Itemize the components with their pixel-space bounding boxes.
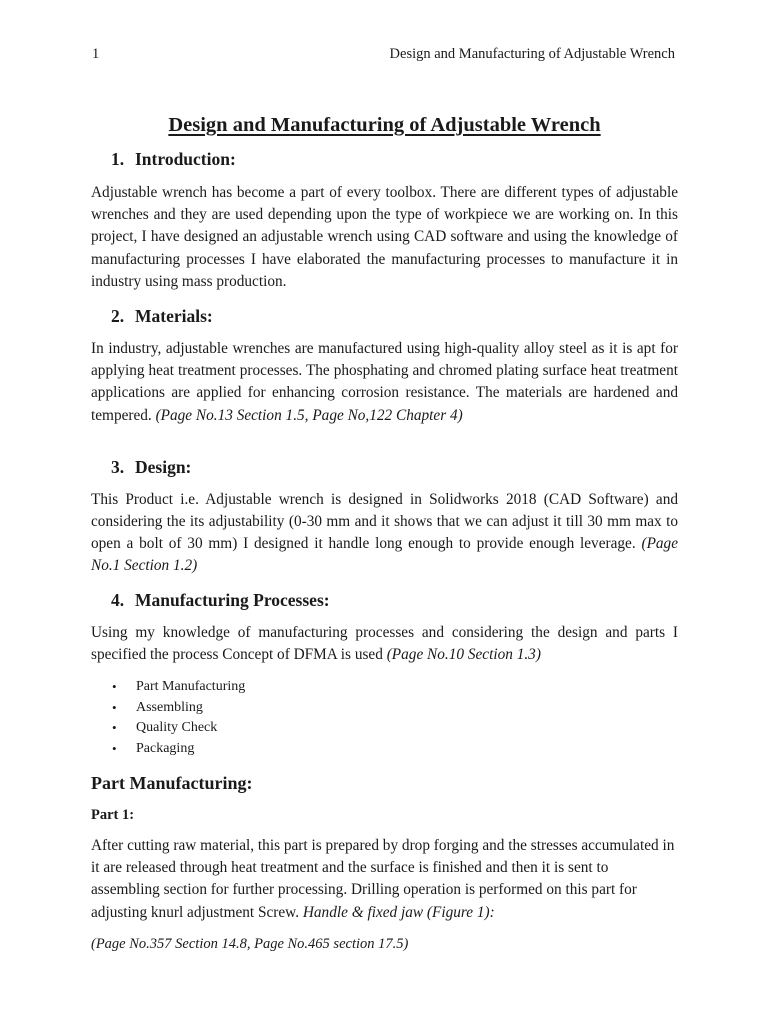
design-text: This Product i.e. Adjustable wrench is designed in Solidworks 2018 (CAD Software) and considering the its adjustability (0-30 mm and it shows that we can adjust it till 30 mm max to open a bolt of 30 mm) I designed it handle long enough to provide enough leverage.: [91, 490, 678, 553]
document-title: Design and Manufacturing of Adjustable Wrench: [168, 114, 601, 136]
part-1-page-reference: (Page No.357 Section 14.8, Page No.465 section 17.5): [91, 935, 409, 952]
manufacturing-citation: (Page No.10 Section 1.3): [386, 645, 541, 663]
section-title: Manufacturing Processes:: [135, 589, 330, 610]
list-item: • Assembling: [91, 698, 678, 719]
design-paragraph: [91, 489, 678, 578]
manufacturing-text: Using my knowledge of manufacturing processes and considering the design and parts I specified the process Concept of DFMA is used: [91, 623, 678, 663]
part-1-text: After cutting raw material, this part is prepared by drop forging and the stresses accumulated in it are released through heat treatment and the surface is finished and then it is sent to assembling section for further processing. Drilling operation is performed on this part for adjusting knurl adjustment Screw.: [91, 837, 675, 921]
process-list: [91, 677, 678, 759]
materials-paragraph: [91, 338, 678, 427]
part-1-label: Part 1:: [91, 807, 135, 824]
section-heading-materials: [91, 305, 678, 327]
section-number: 2.: [111, 306, 125, 327]
list-item: • Part Manufacturing: [91, 677, 678, 698]
section-number: 1.: [111, 149, 125, 169]
section-number: 4.: [111, 589, 125, 610]
manufacturing-paragraph: [91, 622, 678, 666]
part-manufacturing-heading: Part Manufacturing:: [91, 773, 253, 794]
section-title: Introduction:: [135, 149, 236, 169]
page-number: 1: [92, 46, 100, 62]
list-item: • Quality Check: [91, 718, 678, 739]
list-item: • Packaging: [91, 739, 678, 760]
document-body: [91, 112, 678, 954]
page-header: [92, 46, 675, 66]
materials-citation: (Page No.13 Section 1.5, Page No,122 Chapter 4): [155, 406, 463, 424]
figure-reference: Handle & fixed jaw (Figure 1):: [302, 903, 495, 921]
section-heading-manufacturing: [91, 589, 678, 611]
section-heading-design: [91, 456, 678, 478]
running-title: Design and Manufacturing of Adjustable Wrench: [389, 46, 675, 62]
section-title: Materials:: [135, 306, 213, 327]
section-title: Design:: [135, 456, 192, 477]
materials-text: In industry, adjustable wrenches are manufactured using high-quality alloy steel as it is apt for applying heat treatment processes. The phosphating and chromed plating surface heat treatment applications are applied for enhancing corrosion resistance. The materials are hardened and tempered.: [91, 340, 678, 424]
section-heading-introduction: [91, 148, 678, 170]
introduction-paragraph: Adjustable wrench has become a part of every toolbox. There are different types of adjustable wrenches and they are used depending upon the type of workpiece we are working on. In this project, I have designed an adjustable wrench using CAD software and using the knowledge of manufacturing processes I have elaborated the manufacturing processes to manufacture it in industry using mass production.: [91, 184, 678, 290]
design-citation: (Page No.1 Section 1.2): [91, 535, 678, 575]
section-number: 3.: [111, 456, 125, 477]
part-1-paragraph: [91, 835, 678, 924]
